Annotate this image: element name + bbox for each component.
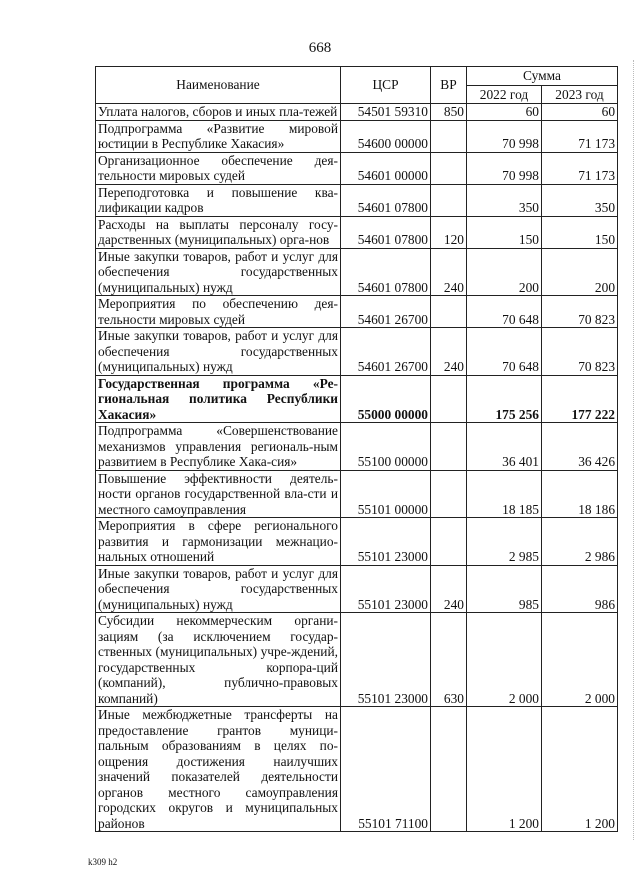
header-year-2023: 2023 год (542, 85, 618, 104)
row-csr: 55101 23000 (341, 613, 431, 707)
row-amount-2022: 350 (467, 184, 542, 216)
row-amount-2022: 60 (467, 104, 542, 121)
table-row (96, 152, 618, 184)
row-amount-2022: 200 (467, 248, 542, 296)
row-amount-2022: 150 (467, 216, 542, 248)
row-amount-2023: 150 (542, 216, 618, 248)
row-csr: 55101 23000 (341, 518, 431, 566)
row-amount-2023: 986 (542, 565, 618, 613)
row-csr: 54601 07800 (341, 216, 431, 248)
row-csr: 54601 07800 (341, 184, 431, 216)
row-csr: 55101 00000 (341, 470, 431, 518)
row-vr (431, 296, 467, 328)
table-row (96, 613, 618, 707)
budget-table (95, 66, 618, 832)
row-csr: 54601 26700 (341, 296, 431, 328)
row-name: Подпрограмма «Совершенствование механизмов управления региональ-ным развитием в Республике Хака-сия» (96, 423, 341, 471)
row-amount-2022: 70 998 (467, 120, 542, 152)
table-row (96, 565, 618, 613)
row-amount-2023: 350 (542, 184, 618, 216)
row-vr: 240 (431, 565, 467, 613)
row-vr (431, 423, 467, 471)
row-vr (431, 375, 467, 423)
header-vr: ВР (431, 67, 467, 104)
table-row (96, 423, 618, 471)
row-name: Повышение эффективности деятель-ности органов государственной вла-сти и местного самоуправления (96, 470, 341, 518)
row-vr: 240 (431, 248, 467, 296)
row-csr: 54601 26700 (341, 328, 431, 376)
row-csr: 55000 00000 (341, 375, 431, 423)
table-row (96, 375, 618, 423)
table-row (96, 104, 618, 121)
footer-code: k309 h2 (88, 857, 118, 867)
row-name: Субсидии некоммерческим органи-зациям (за исключением государ-ственных (муниципальных) учре-ждений, государственных корпора-ций (компаний), публично-правовых компаний) (96, 613, 341, 707)
table-row (96, 120, 618, 152)
table-row (96, 707, 618, 832)
row-vr: 630 (431, 613, 467, 707)
row-amount-2022: 18 185 (467, 470, 542, 518)
row-name: Мероприятия в сфере регионального развития и гармонизации межнацио-нальных отношений (96, 518, 341, 566)
table-row (96, 470, 618, 518)
row-amount-2023: 70 823 (542, 328, 618, 376)
row-name: Расходы на выплаты персоналу госу-дарственных (муниципальных) орга-нов (96, 216, 341, 248)
row-amount-2022: 1 200 (467, 707, 542, 832)
row-amount-2022: 2 000 (467, 613, 542, 707)
row-amount-2022: 985 (467, 565, 542, 613)
header-sum: Сумма (467, 67, 618, 86)
table-row (96, 184, 618, 216)
row-amount-2023: 2 986 (542, 518, 618, 566)
row-amount-2022: 2 985 (467, 518, 542, 566)
row-csr: 55100 00000 (341, 423, 431, 471)
row-csr: 54501 59310 (341, 104, 431, 121)
row-amount-2023: 71 173 (542, 152, 618, 184)
header-name: Наименование (96, 67, 341, 104)
row-name: Подпрограмма «Развитие мировой юстиции в Республике Хакасия» (96, 120, 341, 152)
table-row (96, 296, 618, 328)
table-row (96, 328, 618, 376)
row-vr: 120 (431, 216, 467, 248)
row-amount-2023: 200 (542, 248, 618, 296)
row-vr (431, 518, 467, 566)
row-amount-2023: 60 (542, 104, 618, 121)
row-vr (431, 707, 467, 832)
row-amount-2023: 177 222 (542, 375, 618, 423)
page-number: 668 (308, 40, 332, 56)
row-name: Переподготовка и повышение ква-лификации кадров (96, 184, 341, 216)
row-name: Иные закупки товаров, работ и услуг для обеспечения государственных (муниципальных) нужд (96, 248, 341, 296)
row-name: Иные закупки товаров, работ и услуг для обеспечения государственных (муниципальных) нужд (96, 565, 341, 613)
row-amount-2022: 70 998 (467, 152, 542, 184)
row-amount-2022: 175 256 (467, 375, 542, 423)
row-name: Мероприятия по обеспечению дея-тельности мировых судей (96, 296, 341, 328)
row-amount-2023: 36 426 (542, 423, 618, 471)
row-vr: 850 (431, 104, 467, 121)
row-name: Государственная программа «Ре-гиональная политика Республики Хакасия» (96, 375, 341, 423)
row-csr: 55101 71100 (341, 707, 431, 832)
row-csr: 55101 23000 (341, 565, 431, 613)
row-vr (431, 120, 467, 152)
row-vr (431, 470, 467, 518)
table-row (96, 248, 618, 296)
row-csr: 54601 07800 (341, 248, 431, 296)
edge-dots (632, 60, 634, 840)
header-year-2022: 2022 год (467, 85, 542, 104)
row-amount-2023: 18 186 (542, 470, 618, 518)
row-vr (431, 152, 467, 184)
row-csr: 54601 00000 (341, 152, 431, 184)
row-amount-2022: 36 401 (467, 423, 542, 471)
row-name: Уплата налогов, сборов и иных пла-тежей (96, 104, 341, 121)
table-header (96, 67, 618, 104)
row-vr (431, 184, 467, 216)
table-body (96, 104, 618, 832)
row-amount-2023: 71 173 (542, 120, 618, 152)
header-csr: ЦСР (341, 67, 431, 104)
row-csr: 54600 00000 (341, 120, 431, 152)
table-row (96, 518, 618, 566)
row-vr: 240 (431, 328, 467, 376)
row-name: Организационное обеспечение дея-тельности мировых судей (96, 152, 341, 184)
table-row (96, 216, 618, 248)
row-amount-2023: 1 200 (542, 707, 618, 832)
row-amount-2023: 2 000 (542, 613, 618, 707)
row-name: Иные закупки товаров, работ и услуг для обеспечения государственных (муниципальных) нужд (96, 328, 341, 376)
row-name: Иные межбюджетные трансферты на предоставление грантов муници-пальным образованиям в целях по-ощрения достижения наилучших значений показателей деятельности органов местного самоуправления городских округов и муниципальных районов (96, 707, 341, 832)
row-amount-2022: 70 648 (467, 296, 542, 328)
row-amount-2022: 70 648 (467, 328, 542, 376)
row-amount-2023: 70 823 (542, 296, 618, 328)
